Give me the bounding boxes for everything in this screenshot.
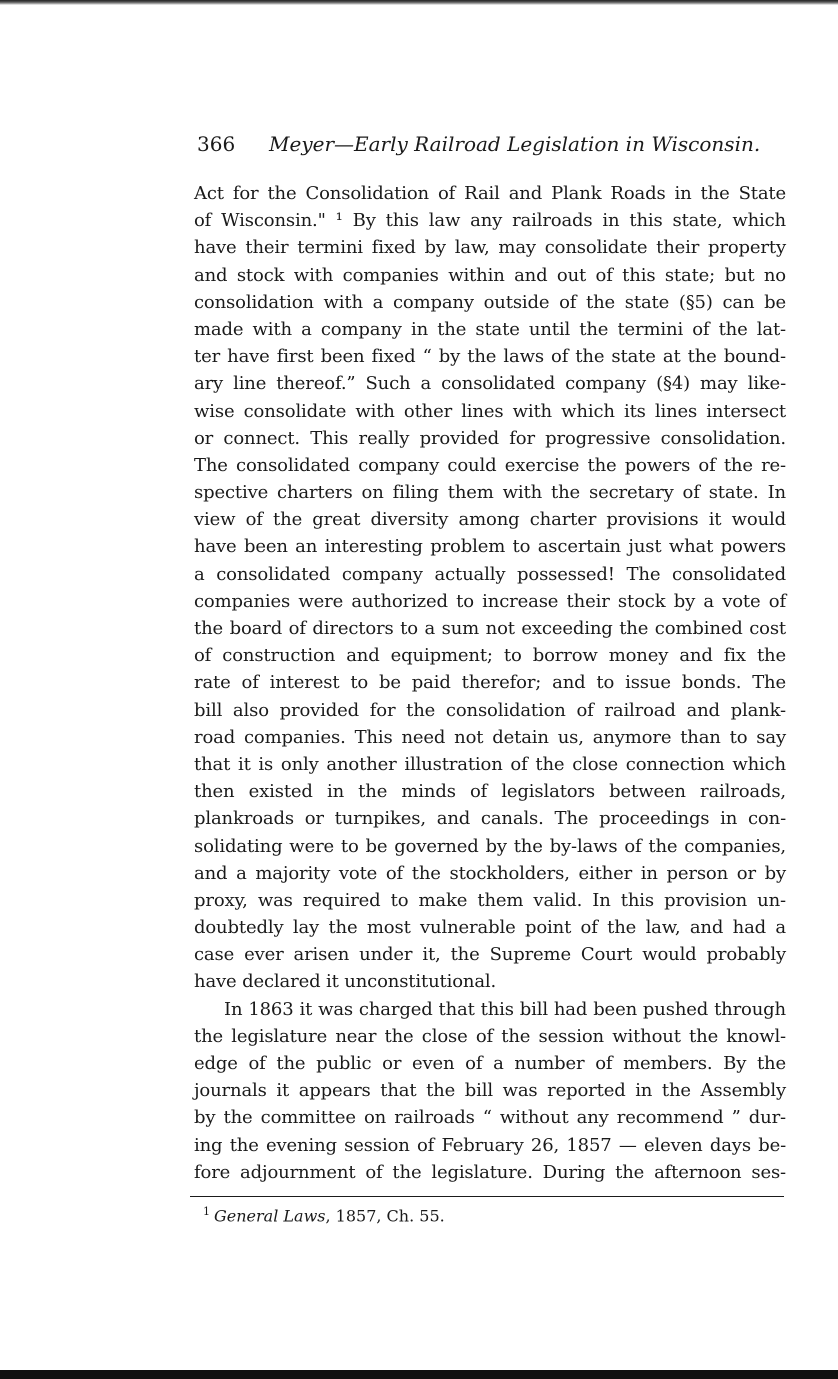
text-line: of Wisconsin." ¹ By this law any railroads in this state, which xyxy=(194,210,786,232)
text-line: or connect. This really provided for progressive consolidation. xyxy=(194,427,786,449)
text-line: and a majority vote of the stockholders, either in person or by xyxy=(194,862,786,884)
paragraph xyxy=(194,996,786,1186)
text-line: have declared it unconstitutional. xyxy=(194,971,497,993)
running-title: Meyer—Early Railroad Legislation in Wisconsin. xyxy=(269,132,761,156)
text-line: solidating were to be governed by the by-laws of the companies, xyxy=(194,835,786,857)
text-line: of construction and equipment; to borrow money and fix the xyxy=(194,645,786,667)
body-text xyxy=(194,180,786,1186)
text-line: ary line thereof.” Such a consolidated company (§4) may like- xyxy=(194,373,786,395)
paragraph xyxy=(194,180,786,996)
footnote-title: General Laws xyxy=(214,1206,326,1226)
footnote-rule xyxy=(190,1196,784,1197)
text-line: bill also provided for the consolidation of railroad and plank- xyxy=(194,699,786,721)
text-line: companies were authorized to increase their stock by a vote of xyxy=(194,590,786,612)
text-line: made with a company in the state until the termini of the lat- xyxy=(194,318,786,340)
footnote-mark: 1 xyxy=(203,1205,210,1218)
text-line: a consolidated company actually possessed! The consolidated xyxy=(194,563,786,585)
text-line: rate of interest to be paid therefor; and to issue bonds. The xyxy=(194,672,786,694)
text-line: fore adjournment of the legislature. During the afternoon ses- xyxy=(194,1161,786,1183)
text-line: view of the great diversity among charter provisions it would xyxy=(194,509,786,531)
text-line: the board of directors to a sum not exceeding the combined cost xyxy=(194,618,786,639)
text-line: then existed in the minds of legislators between railroads, xyxy=(194,781,786,803)
text-line: In 1863 it was charged that this bill had been pushed through xyxy=(224,998,786,1020)
text-line: edge of the public or even of a number of members. By the xyxy=(194,1053,786,1074)
text-line: ing the evening session of February 26, 1857 — eleven days be- xyxy=(194,1134,786,1156)
text-line: doubtedly lay the most vulnerable point of the law, and had a xyxy=(194,917,786,939)
text-line: journals it appears that the bill was reported in the Assembly xyxy=(194,1080,786,1102)
page-top-edge xyxy=(0,0,838,5)
text-line: consolidation with a company outside of the state (§5) can be xyxy=(194,291,786,313)
text-line: that it is only another illustration of the close connection which xyxy=(194,753,786,775)
text-line: plankroads or turnpikes, and canals. The proceedings in con- xyxy=(194,808,786,830)
footnote-citation: , 1857, Ch. 55. xyxy=(325,1206,445,1226)
text-line: spective charters on filing them with the secretary of state. In xyxy=(194,482,786,504)
text-line: have their termini fixed by law, may consolidate their property xyxy=(194,237,786,259)
text-line: by the committee on railroads “ without any recommend ” dur- xyxy=(194,1107,786,1129)
text-line: ter have first been fixed “ by the laws of the state at the bound- xyxy=(194,346,786,368)
text-line: Act for the Consolidation of Rail and Plank Roads in the State xyxy=(194,183,786,204)
footnote xyxy=(203,1199,445,1229)
text-line: and stock with companies within and out of this state; but no xyxy=(194,264,786,286)
text-line: proxy, was required to make them valid. In this provision un- xyxy=(194,889,786,911)
running-head xyxy=(197,128,785,160)
text-line: road companies. This need not detain us, anymore than to say xyxy=(194,726,786,748)
text-line: case ever arisen under it, the Supreme Court would probably xyxy=(194,944,786,966)
page-bottom-edge xyxy=(0,1370,838,1379)
text-line: the legislature near the close of the session without the knowl- xyxy=(194,1025,786,1047)
text-line: The consolidated company could exercise the powers of the re- xyxy=(194,454,786,476)
text-line: have been an interesting problem to ascertain just what powers xyxy=(194,536,786,558)
text-line: wise consolidate with other lines with which its lines intersect xyxy=(194,400,786,422)
page-number: 366 xyxy=(197,132,236,156)
